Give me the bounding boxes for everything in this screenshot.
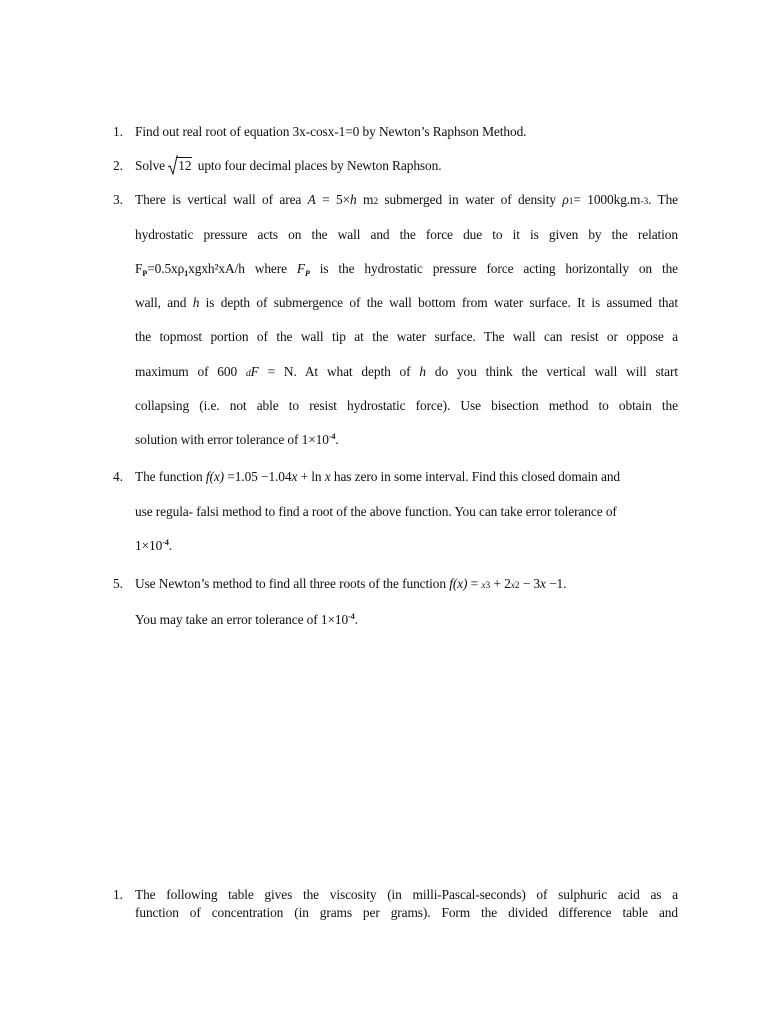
question-number: 5. <box>113 576 123 591</box>
question-number: 4. <box>113 469 123 484</box>
question-line: the topmost portion of the wall tip at the water surface. The wall can resist or oppose a <box>135 329 678 344</box>
square-root <box>168 158 192 174</box>
question-text: Solve 12 upto four decimal places by Newton Raphson. <box>135 158 678 174</box>
question-line: solution with error tolerance of $1\times 10^{-4}$. <box>135 432 339 447</box>
question-line: hydrostatic pressure acts on the wall and the force due to it is given by the relation <box>135 227 678 242</box>
question-line: $F_P=0.5x\rho_1xgxh^2xA/h$ where $F_P$ is the hydrostatic pressure force acting horizontally on the <box>135 261 679 278</box>
question-line: wall, and h is depth of submergence of the wall bottom from water surface. It is assumed that <box>135 295 678 310</box>
question-line: use regula- falsi method to find a root of the above function. You can take error tolerance of <box>135 504 617 519</box>
question-line: There is vertical wall of area A = 5×h m2 submerged in water of density ρ1= 1000kg.m-3. The <box>135 192 679 207</box>
question-line: maximum of 600 dF = N. At what depth of h do you think the vertical wall will start <box>135 364 678 379</box>
question-line: $1\times 10^{-4}$. <box>135 538 172 553</box>
question-number: 1. <box>113 887 123 902</box>
question-line: The following table gives the viscosity (in milli-Pascal-seconds) of sulphuric acid as a <box>135 887 678 902</box>
question-number: 2. <box>113 158 123 173</box>
question-text: Find out real root of equation 3x-cosx-1=0 by Newton’s Raphson Method. <box>135 124 527 139</box>
question-number: 1. <box>113 124 123 139</box>
question-line: function of concentration (in grams per grams). Form the divided difference table and <box>135 905 678 920</box>
question-line: You may take an error tolerance of $1\times 10^{-4}$. <box>135 612 358 627</box>
question-line: collapsing (i.e. not able to resist hydrostatic force). Use bisection method to obtain the <box>135 398 678 413</box>
radicand: 12 <box>178 158 192 173</box>
question-line: The function f(x) =1.05 −1.04x + ln x has zero in some interval. Find this closed domain and <box>135 469 621 484</box>
radical-sign-icon <box>168 155 178 175</box>
question-number: 3. <box>113 192 123 207</box>
question-line: Use Newton’s method to find all three roots of the function f(x) = x3 + 2x2 − 3x −1. <box>135 576 567 591</box>
